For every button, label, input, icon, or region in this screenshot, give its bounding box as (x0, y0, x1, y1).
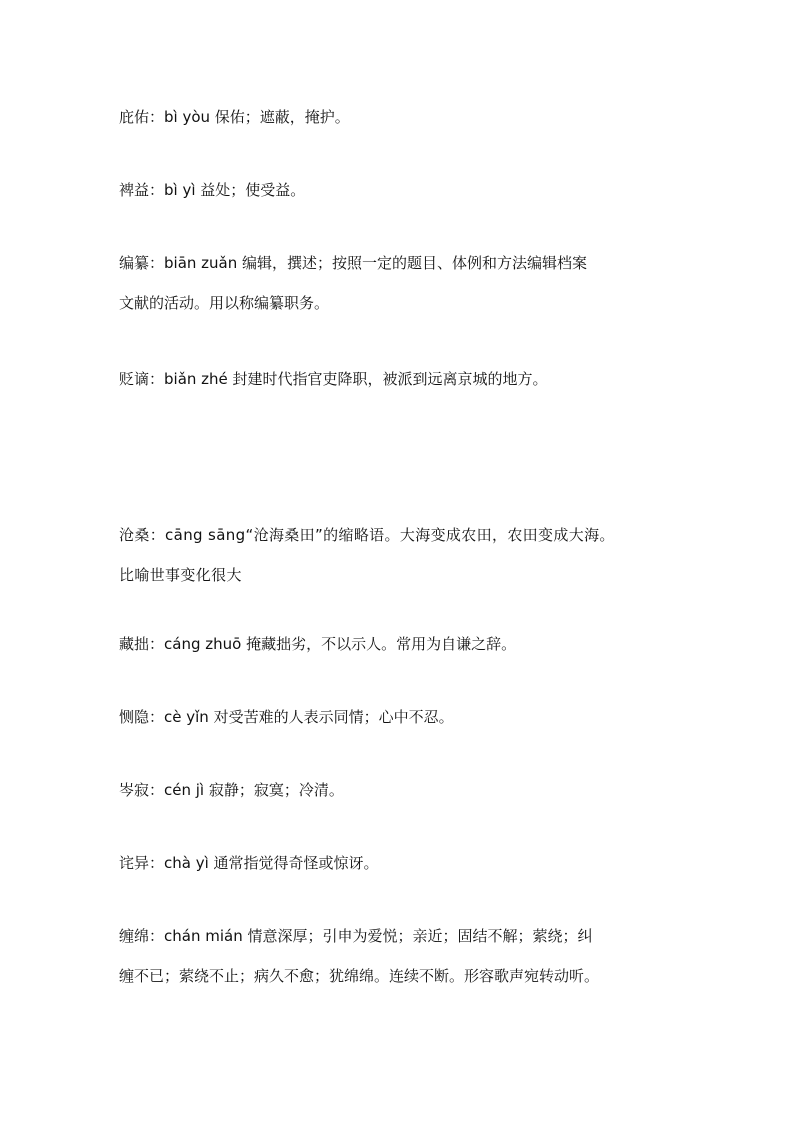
entry-text: 恻隐：cè yǐn 对受苦难的人表示同情；心中不忍。 (119, 708, 454, 726)
vocab-entry-ceyin (119, 697, 689, 737)
entry-text-continued: 缠不已；萦绕不止；病久不愈；犹绵绵。连续不断。形容歌声宛转动听。 (119, 967, 600, 985)
vocab-entry-chanmian (119, 916, 689, 996)
entry-text: 缠绵：chán mián 情意深厚；引申为爱悦；亲近；固结不解；萦绕；纠 (119, 927, 593, 945)
entry-text: 贬谪：biǎn zhé 封建时代指官吏降职，被派到远离京城的地方。 (119, 370, 548, 388)
vocab-entry-cangsang (119, 515, 689, 595)
entry-text: 藏拙：cáng zhuō 掩藏拙劣，不以示人。常用为自谦之辞。 (119, 635, 517, 653)
vocab-entry-biyou (119, 97, 689, 137)
entry-text-continued: 文献的活动。用以称编纂职务。 (119, 294, 330, 312)
entry-text: 岑寂：cén jì 寂静；寂寞；冷清。 (119, 781, 344, 799)
vocab-entry-biyi (119, 170, 689, 210)
entry-text-continued: 比喻世事变化很大 (119, 566, 242, 584)
entry-text: 诧异：chà yì 通常指觉得奇怪或惊讶。 (119, 854, 379, 872)
entry-text: 庇佑：bì yòu 保佑；遮蔽，掩护。 (119, 108, 350, 126)
vocab-entry-bianzuan (119, 243, 689, 323)
entry-text: 裨益：bì yì 益处；使受益。 (119, 181, 306, 199)
vocab-entry-chayi (119, 843, 689, 883)
vocab-entry-cenji (119, 770, 689, 810)
entry-text: 编纂：biān zuǎn 编辑，撰述；按照一定的题目、体例和方法编辑档案 (119, 254, 588, 272)
vocab-entry-bianzhe (119, 359, 689, 399)
entry-text: 沧桑：cāng sāng“沧海桑田”的缩略语。大海变成农田，农田变成大海。 (119, 526, 615, 544)
vocab-entry-cangzhuo (119, 624, 689, 664)
